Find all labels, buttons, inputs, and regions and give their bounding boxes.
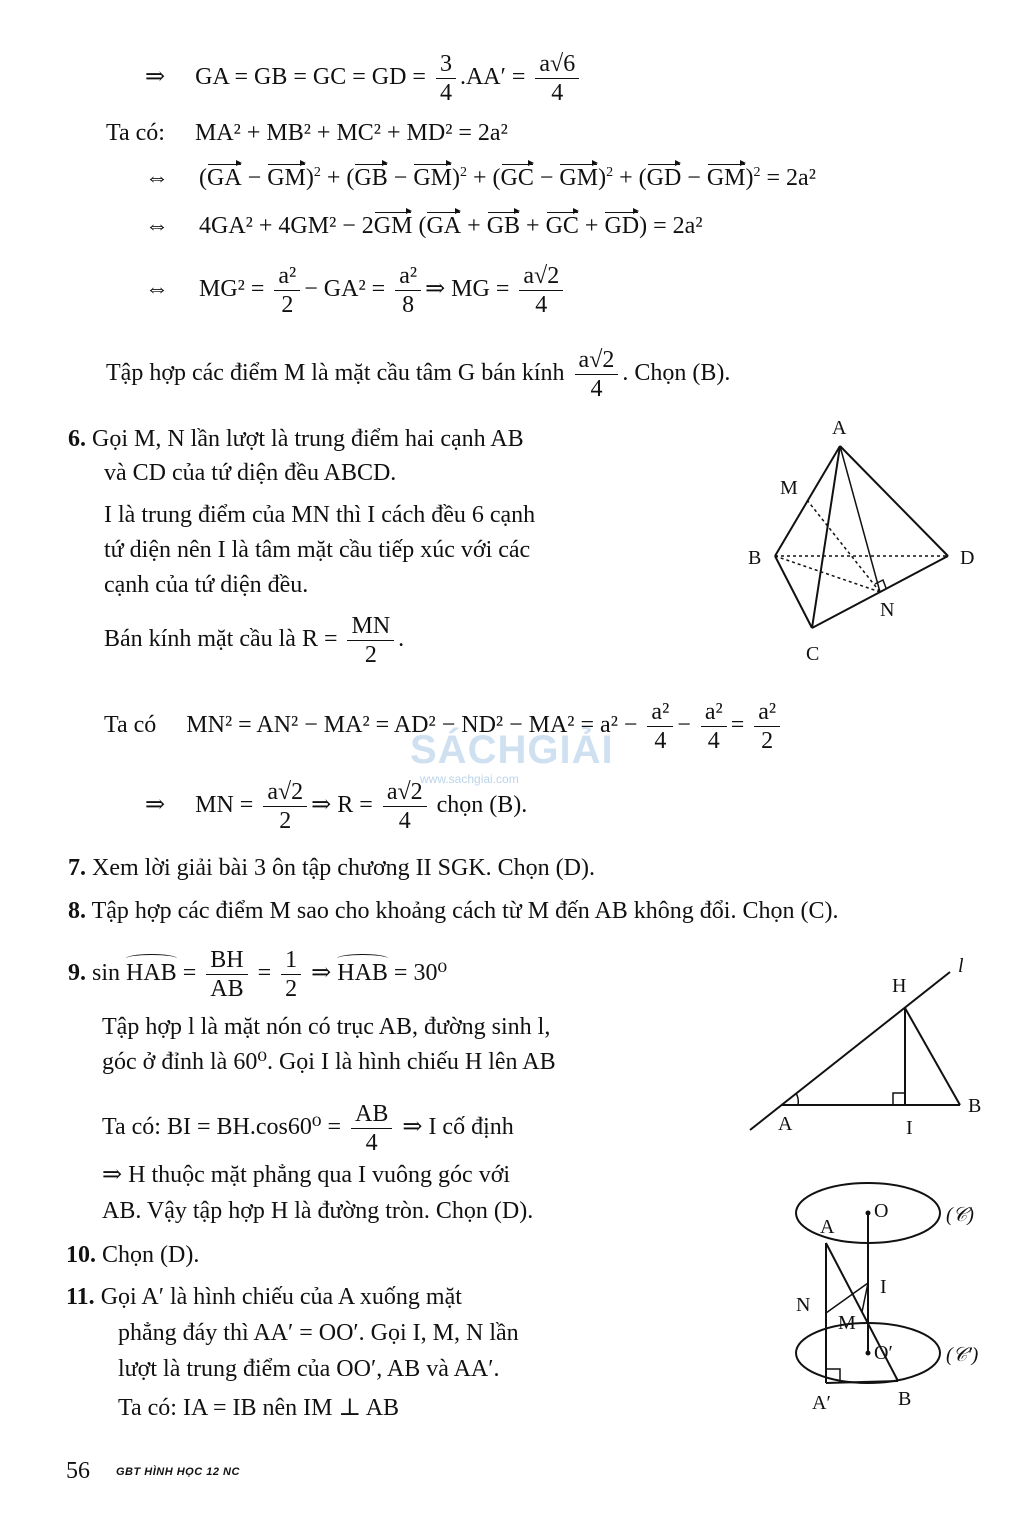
label-d: D bbox=[960, 547, 975, 569]
body-text: Chọn (D). bbox=[102, 1242, 200, 1268]
denominator: 2 bbox=[761, 728, 774, 754]
lead-text: Ta có bbox=[104, 712, 157, 739]
vector-gc: GC bbox=[545, 213, 579, 239]
vector-gb: GB bbox=[486, 213, 521, 239]
denominator: 8 bbox=[402, 292, 415, 318]
body-text: Bán kính mặt cầu là R = bbox=[104, 626, 338, 653]
numerator: a√2 bbox=[519, 262, 563, 291]
label-c: (𝒞) bbox=[946, 1204, 974, 1226]
segment-ni bbox=[826, 1283, 868, 1313]
problem-9-equation bbox=[68, 946, 447, 1003]
label-c: C bbox=[806, 643, 820, 665]
denominator: 2 bbox=[279, 808, 292, 834]
equation-text: = bbox=[182, 960, 197, 987]
denominator: AB bbox=[210, 976, 244, 1002]
problem-11-line-3 bbox=[118, 1354, 499, 1384]
denominator: 2 bbox=[364, 642, 377, 668]
watermark-logo: SÁCHGIẢI bbox=[410, 728, 614, 772]
problem-11-line-4 bbox=[118, 1393, 399, 1423]
label-a: A bbox=[778, 1113, 793, 1135]
label-o-prime: O′ bbox=[874, 1342, 893, 1364]
denominator: 2 bbox=[281, 292, 294, 318]
label-m: M bbox=[838, 1312, 856, 1334]
denominator: 4 bbox=[398, 808, 411, 834]
body-text: Gọi M, N lần lượt là trung điểm hai cạnh AB bbox=[92, 426, 524, 452]
denominator: 4 bbox=[535, 292, 548, 318]
numerator: a² bbox=[274, 262, 300, 291]
vector-gd: GD bbox=[604, 213, 640, 239]
vector-ga: GA bbox=[426, 213, 462, 239]
body-text: phẳng đáy thì AA′ = OO′. Gọi I, M, N lần bbox=[118, 1320, 519, 1346]
problem-6-radius bbox=[104, 612, 404, 669]
vector-gm: GM bbox=[373, 213, 413, 239]
triangle-figure bbox=[740, 950, 1000, 1140]
problem-6-line-1 bbox=[68, 424, 524, 454]
problem-number: 9. bbox=[68, 960, 86, 987]
label-b: B bbox=[748, 547, 762, 569]
fraction bbox=[274, 262, 300, 319]
answer-text: . Chọn (B). bbox=[622, 360, 731, 387]
fraction bbox=[383, 778, 427, 835]
equivalent-symbol: ⇔ bbox=[145, 165, 169, 191]
numerator: 3 bbox=[436, 50, 456, 79]
body-text: AB. Vậy tập hợp H là đường tròn. Chọn (D). bbox=[102, 1198, 534, 1224]
fraction bbox=[519, 262, 563, 319]
denominator: 4 bbox=[707, 728, 720, 754]
fraction bbox=[436, 50, 456, 107]
fraction bbox=[347, 612, 394, 669]
equation-text: − bbox=[677, 712, 691, 739]
edge-ac bbox=[812, 446, 840, 628]
problem-9-line-1 bbox=[102, 1012, 550, 1042]
numerator: a√6 bbox=[535, 50, 579, 79]
equation-text: 4GA² + 4GM² − 2 bbox=[199, 213, 374, 239]
vector-gd: GD bbox=[646, 165, 682, 191]
fraction bbox=[351, 1100, 392, 1157]
equation-text: = bbox=[257, 960, 272, 987]
fraction bbox=[281, 946, 301, 1003]
problem-9-line-4 bbox=[102, 1160, 510, 1190]
equation-text: Ta có: BI = BH.cos60⁰ = bbox=[102, 1114, 341, 1141]
vector-gm: GM bbox=[267, 165, 306, 191]
problem-number: 10. bbox=[66, 1242, 96, 1268]
body-text: Gọi A′ là hình chiếu của A xuống mặt bbox=[100, 1284, 462, 1310]
body-text: và CD của tứ diện đều ABCD. bbox=[104, 460, 397, 486]
label-n: N bbox=[880, 599, 895, 621]
problem-8 bbox=[68, 896, 838, 926]
denominator: 4 bbox=[654, 728, 667, 754]
problem-11-line-2 bbox=[118, 1318, 519, 1348]
fraction bbox=[754, 698, 780, 755]
body-text: lượt là trung điểm của OO′, AB và AA′. bbox=[118, 1356, 500, 1382]
body-text: Tập hợp các điểm M sao cho khoảng cách từ M đến AB không đổi. Chọn (C). bbox=[91, 898, 839, 924]
numerator: a√2 bbox=[575, 346, 619, 375]
equation-text: = 2a² bbox=[766, 165, 816, 191]
numerator: MN bbox=[347, 612, 394, 641]
denominator: 4 bbox=[439, 80, 452, 106]
watermark-url: www.sachgiai.com bbox=[420, 772, 519, 786]
body-text: . bbox=[398, 626, 405, 653]
numerator: AB bbox=[351, 1100, 392, 1129]
fraction bbox=[206, 946, 247, 1003]
label-a-prime: A′ bbox=[812, 1392, 831, 1414]
page-number: 56 bbox=[66, 1458, 90, 1484]
implies-symbol: ⇒ bbox=[145, 792, 166, 819]
answer-text: chọn (B). bbox=[436, 792, 528, 819]
label-n: N bbox=[796, 1294, 811, 1316]
label-h: H bbox=[892, 975, 907, 997]
fraction bbox=[647, 698, 673, 755]
problem-number: 6. bbox=[68, 426, 86, 452]
right-angle-mark bbox=[893, 1093, 905, 1105]
body-text: Tập hợp các điểm M là mặt cầu tâm G bán kính bbox=[106, 360, 565, 387]
label-c-prime: (𝒞′) bbox=[946, 1344, 979, 1366]
label-l: l bbox=[958, 955, 964, 977]
equation-text: − GA² = bbox=[304, 276, 386, 303]
numerator: 1 bbox=[281, 946, 301, 975]
line-sphere-conclusion bbox=[106, 346, 730, 403]
fraction bbox=[701, 698, 727, 755]
equation-text: ⇒ MG = bbox=[425, 276, 510, 303]
denominator: 2 bbox=[285, 976, 298, 1002]
equation-text: = bbox=[730, 712, 745, 739]
vector-gm: GM bbox=[706, 165, 746, 191]
equation-text: GA = GB = GC = GD = bbox=[195, 64, 426, 91]
fraction bbox=[263, 778, 307, 835]
line-mn-result bbox=[145, 778, 527, 835]
tetrahedron-figure bbox=[740, 412, 990, 672]
fraction bbox=[395, 262, 421, 319]
label-a: A bbox=[820, 1216, 835, 1238]
fraction bbox=[575, 346, 619, 403]
problem-number: 8. bbox=[68, 898, 86, 924]
line-l bbox=[750, 972, 950, 1130]
segment-mn bbox=[807, 500, 880, 592]
numerator: a² bbox=[647, 698, 673, 727]
equation-text: = 30⁰ bbox=[393, 960, 448, 987]
fraction bbox=[535, 50, 579, 107]
body-text: cạnh của tứ diện đều. bbox=[104, 572, 309, 598]
angle-arc bbox=[796, 1093, 798, 1105]
segment-an bbox=[840, 446, 880, 592]
book-title: GBT HÌNH HỌC 12 NC bbox=[116, 1466, 240, 1478]
body-text: Ta có: IA = IB nên IM ⊥ AB bbox=[118, 1395, 400, 1421]
line-mg-value bbox=[145, 262, 567, 319]
angle-hab: HAB bbox=[126, 960, 177, 987]
cylinder-figure bbox=[770, 1175, 1020, 1420]
equation-text: MN = bbox=[195, 792, 254, 819]
line-ga-gb-gc-gd bbox=[145, 50, 583, 107]
problem-6-line-3 bbox=[104, 500, 535, 530]
equation-text: ⇒ R = bbox=[311, 792, 373, 819]
equation-text: .AA′ = bbox=[459, 64, 526, 91]
body-text: tứ diện nên I là tâm mặt cầu tiếp xúc với các bbox=[104, 537, 531, 563]
label-i: I bbox=[880, 1276, 887, 1298]
label-b: B bbox=[898, 1388, 912, 1410]
body-text: ⇒ H thuộc mặt phẳng qua I vuông góc với bbox=[102, 1162, 511, 1188]
problem-6-line-5 bbox=[104, 570, 308, 600]
body-text: ⇒ I cố định bbox=[402, 1114, 514, 1141]
lead-text: Ta có: bbox=[106, 120, 165, 146]
vector-gm: GM bbox=[413, 165, 452, 191]
label-a: A bbox=[832, 417, 847, 439]
vector-gc: GC bbox=[500, 165, 534, 191]
problem-number: 7. bbox=[68, 855, 86, 881]
numerator: a² bbox=[754, 698, 780, 727]
problem-6-line-2 bbox=[104, 458, 396, 488]
angle-hab: HAB bbox=[337, 960, 388, 987]
numerator: a√2 bbox=[383, 778, 427, 807]
problem-10 bbox=[66, 1240, 199, 1270]
implies-symbol: ⇒ bbox=[145, 64, 166, 91]
label-i: I bbox=[906, 1117, 913, 1139]
edge-bc bbox=[775, 556, 812, 628]
equivalent-symbol: ⇔ bbox=[145, 213, 169, 239]
denominator: 4 bbox=[365, 1130, 378, 1156]
implies-symbol: ⇒ bbox=[311, 960, 332, 987]
vector-gm: GM bbox=[559, 165, 599, 191]
body-text: góc ở đỉnh là 60⁰. Gọi I là hình chiếu H lên AB bbox=[102, 1049, 556, 1075]
label-m: M bbox=[780, 477, 798, 499]
equation-text: MN² = AN² − MA² = AD² − ND² − MA² = a² − bbox=[186, 712, 638, 739]
problem-number: 11. bbox=[66, 1284, 95, 1310]
equivalent-symbol: ⇔ bbox=[145, 276, 169, 303]
body-text: I là trung điểm của MN thì I cách đều 6 cạnh bbox=[104, 502, 536, 528]
equation-text: MA² + MB² + MC² + MD² = 2a² bbox=[194, 120, 508, 146]
problem-6-line-4 bbox=[104, 535, 530, 565]
problem-9-line-2 bbox=[102, 1047, 556, 1077]
problem-9-line-5 bbox=[102, 1196, 533, 1226]
denominator: 4 bbox=[551, 80, 564, 106]
line-vector-expansion: ⇔ (GA − GM)$^2$ + (GB − GM)$^2$ + (GC − GM)$^2$ + (GD − GM)$^2$ = 2a² bbox=[145, 165, 816, 191]
problem-7 bbox=[68, 853, 595, 883]
edge-ad bbox=[840, 446, 948, 556]
line-gm-expression: ⇔ 4GA² + 4GM² − 2GM (GA + GB + GC + GD) = 2a² bbox=[145, 213, 703, 239]
label-b: B bbox=[968, 1095, 982, 1117]
denominator: 4 bbox=[590, 376, 603, 402]
numerator: a√2 bbox=[263, 778, 307, 807]
vector-gb: GB bbox=[354, 165, 388, 191]
label-o: O bbox=[874, 1200, 889, 1222]
segment-hb bbox=[905, 1008, 960, 1105]
vector-ga: GA bbox=[207, 165, 242, 191]
equation-text: = 2a² bbox=[653, 213, 703, 239]
problem-11-line-1 bbox=[66, 1282, 462, 1312]
numerator: BH bbox=[206, 946, 247, 975]
body-text: Tập hợp l là mặt nón có trục AB, đường sinh l, bbox=[102, 1014, 551, 1040]
equation-text: sin bbox=[92, 960, 121, 987]
numerator: a² bbox=[701, 698, 727, 727]
equation-text: MG² = bbox=[199, 276, 265, 303]
line-sum-squares bbox=[106, 118, 508, 148]
problem-9-bi bbox=[102, 1100, 514, 1157]
numerator: a² bbox=[395, 262, 421, 291]
body-text: Xem lời giải bài 3 ôn tập chương II SGK. Chọn (D). bbox=[92, 855, 595, 881]
